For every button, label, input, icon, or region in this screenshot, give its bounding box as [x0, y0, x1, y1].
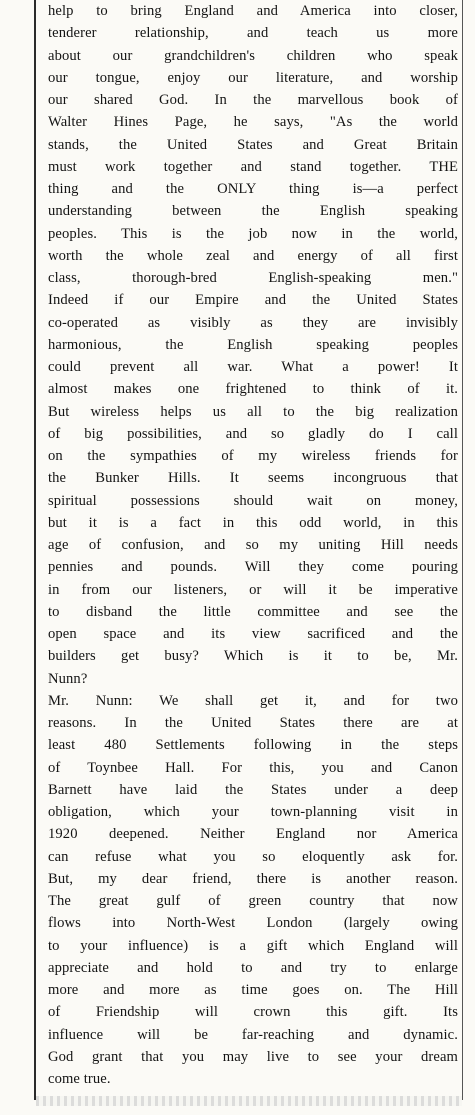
text-line: understanding between the English speaking — [48, 203, 458, 220]
text-line: must work together and stand together. THE — [48, 158, 458, 175]
text-line: come true. — [48, 1071, 111, 1087]
text-line: could prevent all war. What a power! It — [48, 359, 458, 375]
text-line: 1920 deepened. Neither England nor America — [48, 826, 458, 843]
text-line: Barnett have laid the States under a deep — [48, 781, 458, 798]
text-line: on the sympathies of my wireless friends for — [48, 448, 458, 464]
text-line: age of confusion, and so my uniting Hill needs — [48, 537, 458, 553]
text-line: Walter Hines Page, he says, "As the world — [48, 114, 458, 131]
text-line: our shared God. In the marvellous book of — [48, 92, 458, 108]
text-line: about our grandchildren's children who speak — [48, 47, 458, 64]
text-line: Indeed if our Empire and the United States — [48, 292, 458, 309]
text-line: of big possibilities, and so gladly do I call — [48, 425, 458, 442]
text-line: more and more as time goes on. The Hill — [48, 982, 458, 998]
text-line: Nunn? — [48, 670, 88, 687]
text-line: spiritual possessions should wait on money, — [48, 492, 458, 509]
text-line: appreciate and hold to and try to enlarge — [48, 959, 458, 976]
text-line: tenderer relationship, and teach us more — [48, 25, 458, 42]
text-line: open space and its view sacrificed and the — [48, 626, 458, 642]
text-line: help to bring England and America into closer, — [48, 3, 458, 19]
text-line: can refuse what you so eloquently ask for. — [48, 848, 458, 865]
text-line: in from our listeners, or will it be imperative — [48, 581, 458, 598]
text-line: but it is a fact in this odd world, in this — [48, 514, 458, 531]
text-line: almost makes one frightened to think of it. — [48, 381, 458, 398]
text-line: stands, the United States and Great Britain — [48, 136, 458, 153]
text-line-speaker: Mr. Nunn: We shall get it, and for two — [48, 692, 458, 709]
text-line: pennies and pounds. Will they come pouring — [48, 559, 458, 576]
column-rule-left — [34, 0, 36, 1100]
text-line: to disband the little committee and see the — [48, 603, 458, 620]
text-line: The great gulf of green country that now — [48, 893, 458, 909]
text-line: worth the whole zeal and energy of all first — [48, 247, 458, 264]
text-line: reasons. In the United States there are at — [48, 715, 458, 731]
text-line: co-operated as visibly as they are invisibly — [48, 314, 458, 331]
article-column — [48, 0, 458, 1090]
text-line: flows into North-West London (largely owing — [48, 915, 458, 932]
text-line: obligation, which your town-planning visit in — [48, 804, 458, 820]
text-line: to your influence) is a gift which England will — [48, 937, 458, 954]
text-line: But wireless helps us all to the big realization — [48, 403, 458, 420]
text-line: of Friendship will crown this gift. Its — [48, 1004, 458, 1021]
text-line: thing and the ONLY thing is—a perfect — [48, 181, 458, 197]
text-line: harmonious, the English speaking peoples — [48, 336, 458, 353]
text-line: builders get busy? Which is it to be, Mr. — [48, 648, 458, 665]
text-line: least 480 Settlements following in the steps — [48, 737, 458, 754]
text-line: God grant that you may live to see your dream — [48, 1048, 458, 1065]
text-line: the Bunker Hills. It seems incongruous that — [48, 470, 458, 487]
print-smudge — [36, 1096, 462, 1106]
text-line: of Toynbee Hall. For this, you and Canon — [48, 759, 458, 776]
column-rule-right — [462, 0, 463, 1100]
text-line: class, thorough-bred English-speaking men." — [48, 270, 458, 286]
text-line: influence will be far-reaching and dynamic. — [48, 1026, 458, 1043]
text-line: peoples. This is the job now in the world, — [48, 225, 458, 242]
text-line: our tongue, enjoy our literature, and worship — [48, 69, 458, 86]
text-line: But, my dear friend, there is another reason. — [48, 870, 458, 887]
